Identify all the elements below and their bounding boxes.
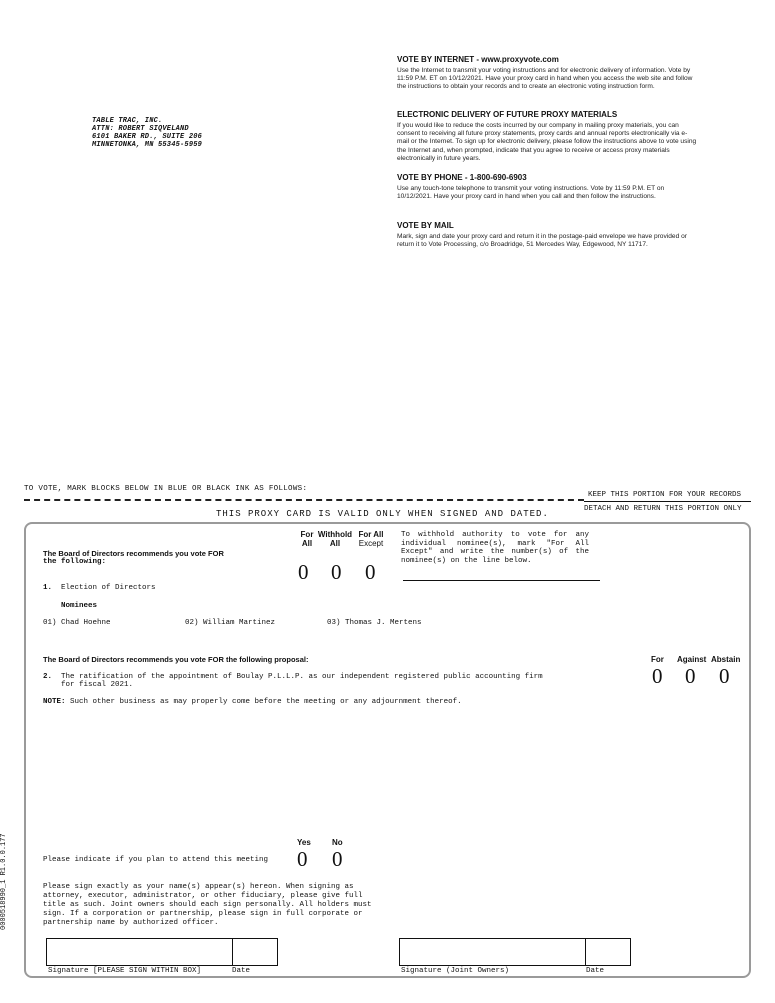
signature-1-label: Signature [PLEASE SIGN WITHIN BOX] xyxy=(48,967,202,975)
signature-box-2[interactable] xyxy=(399,938,631,966)
vote-withhold-all-oval[interactable]: 0 xyxy=(331,560,342,584)
proposal-2-against-oval[interactable]: 0 xyxy=(685,664,696,688)
signature-box-1[interactable] xyxy=(46,938,278,966)
item-2-text xyxy=(61,673,561,689)
form-code: 0000518990_1 R1.0.0.177 xyxy=(0,833,8,930)
vote-by-mail xyxy=(397,221,697,249)
vote-by-phone xyxy=(397,173,697,201)
withhold-instructions: To withhold authority to vote for any individual nominee(s), mark "For All Except" and write the number(s) of the nominee(s) on the line below. xyxy=(401,531,589,565)
attend-no-oval[interactable]: 0 xyxy=(332,847,343,871)
vote-by-phone-title: VOTE BY PHONE - 1-800-690-6903 xyxy=(397,173,527,182)
signature-date-divider xyxy=(585,938,586,966)
col-label: All xyxy=(301,539,313,548)
item-1-label: Election of Directors xyxy=(61,584,156,592)
col2-against: Against xyxy=(677,655,707,664)
item-1-number: 1. xyxy=(43,584,53,592)
attend-yes-oval[interactable]: 0 xyxy=(297,847,308,871)
signature-2-label: Signature (Joint Owners) xyxy=(401,967,510,975)
vote-by-mail-body: Mark, sign and date your proxy card and return it in the postage-paid envelope we have provided or return it to Vote Processing, c/o Broadridge, 51 Mercedes Way, Edgewood, NY 11717. xyxy=(397,233,687,249)
col-for-all-except xyxy=(349,530,393,548)
col2-abstain: Abstain xyxy=(711,655,741,664)
col-label: For xyxy=(300,530,314,539)
nominee-number-line[interactable] xyxy=(403,580,600,581)
valid-notice: THIS PROXY CARD IS VALID ONLY WHEN SIGNED AND DATED. xyxy=(216,509,549,519)
proposal-2-for-oval[interactable]: 0 xyxy=(652,664,663,688)
col-no: No xyxy=(332,838,343,847)
electronic-delivery-title: ELECTRONIC DELIVERY OF FUTURE PROXY MATERIALS xyxy=(397,110,618,119)
attend-question: Please indicate if you plan to attend this meeting xyxy=(43,856,269,864)
nominee-2: 02) William Martinez xyxy=(185,619,276,627)
board-recommendation-1 xyxy=(43,549,224,566)
electronic-delivery xyxy=(397,110,697,163)
keep-portion-label: KEEP THIS PORTION FOR YOUR RECORDS xyxy=(588,491,742,499)
signing-instructions: Please sign exactly as your name(s) appear(s) hereon. When signing as attorney, executor, administrator, or other fiduciary, please give full title as such. Joint owners should each sign personally. All holders must sign. If a corporation or partnership, please sign in full corporate or partnership name by authorized officer. xyxy=(43,883,372,927)
board-recommendation-2: The Board of Directors recommends you vote FOR the following proposal: xyxy=(43,655,309,664)
vote-by-internet-body: Use the Internet to transmit your voting instructions and for electronic delivery of information. Vote by 11:59 P.M. ET on 10/12/2021. Have your proxy card in hand when you access the web site and follow the instructions to obtain your records and to create an electronic voting instruction form. xyxy=(397,67,693,91)
item-2-line: The ratification of the appointment of Boulay P.L.L.P. as our independent registered public accounting firm xyxy=(61,673,543,681)
detach-rule xyxy=(584,501,751,502)
col-yes: Yes xyxy=(297,838,311,847)
vote-for-all-oval[interactable]: 0 xyxy=(298,560,309,584)
note-label: NOTE: xyxy=(43,698,66,706)
col-label: For All xyxy=(358,530,384,539)
electronic-delivery-body: If you would like to reduce the costs incurred by our company in mailing proxy materials, you can consent to receiving all future proxy statements, proxy cards and annual reports electronically via e-mail or the Internet. To sign up for electronic delivery, please follow the instructions above to vote using the Internet and, when prompted, indicate that you agree to receive or access proxy materials electronically in future years. xyxy=(397,122,697,162)
item-2-line: for fiscal 2021. xyxy=(61,681,134,689)
address-line: MINNETONKA, MN 55345-5959 xyxy=(92,141,203,149)
address-line: ATTN: ROBERT SIQVELAND xyxy=(92,125,189,133)
to-vote-instruction: TO VOTE, MARK BLOCKS BELOW IN BLUE OR BLACK INK AS FOLLOWS: xyxy=(24,485,308,493)
col2-for: For xyxy=(651,655,664,664)
note-text: Such other business as may properly come before the meeting or any adjournment thereof. xyxy=(70,698,462,706)
detach-return-label: DETACH AND RETURN THIS PORTION ONLY xyxy=(584,505,742,513)
nominees-heading: Nominees xyxy=(61,602,98,610)
board-rec-line: The Board of Directors recommends you vote FOR xyxy=(43,549,224,558)
vote-by-mail-title: VOTE BY MAIL xyxy=(397,221,454,230)
nominee-3: 03) Thomas J. Mertens xyxy=(327,619,422,627)
board-rec-line: the following: xyxy=(43,558,107,566)
detach-line xyxy=(24,499,584,501)
address-line: 6101 BAKER RD., SUITE 206 xyxy=(92,133,203,141)
date-1-label: Date xyxy=(232,967,251,975)
date-2-label: Date xyxy=(586,967,605,975)
col-label: Withhold xyxy=(317,530,353,539)
vote-by-internet-title: VOTE BY INTERNET - www.proxyvote.com xyxy=(397,55,559,64)
address-line: TABLE TRAC, INC. xyxy=(92,117,163,125)
proposal-2-abstain-oval[interactable]: 0 xyxy=(719,664,730,688)
item-2-number: 2. xyxy=(43,673,53,681)
col-label: All xyxy=(329,539,341,548)
vote-for-all-except-oval[interactable]: 0 xyxy=(365,560,376,584)
note xyxy=(43,698,462,706)
mailing-address xyxy=(92,117,202,149)
col-label: Except xyxy=(358,539,384,548)
nominee-1: 01) Chad Hoehne xyxy=(43,619,111,627)
vote-by-phone-body: Use any touch-tone telephone to transmit your voting instructions. Vote by 11:59 P.M. ET on 10/12/2021. Have your proxy card in hand when you call and then follow the instructions. xyxy=(397,185,665,201)
signature-date-divider xyxy=(232,938,233,966)
vote-by-internet xyxy=(397,55,697,92)
